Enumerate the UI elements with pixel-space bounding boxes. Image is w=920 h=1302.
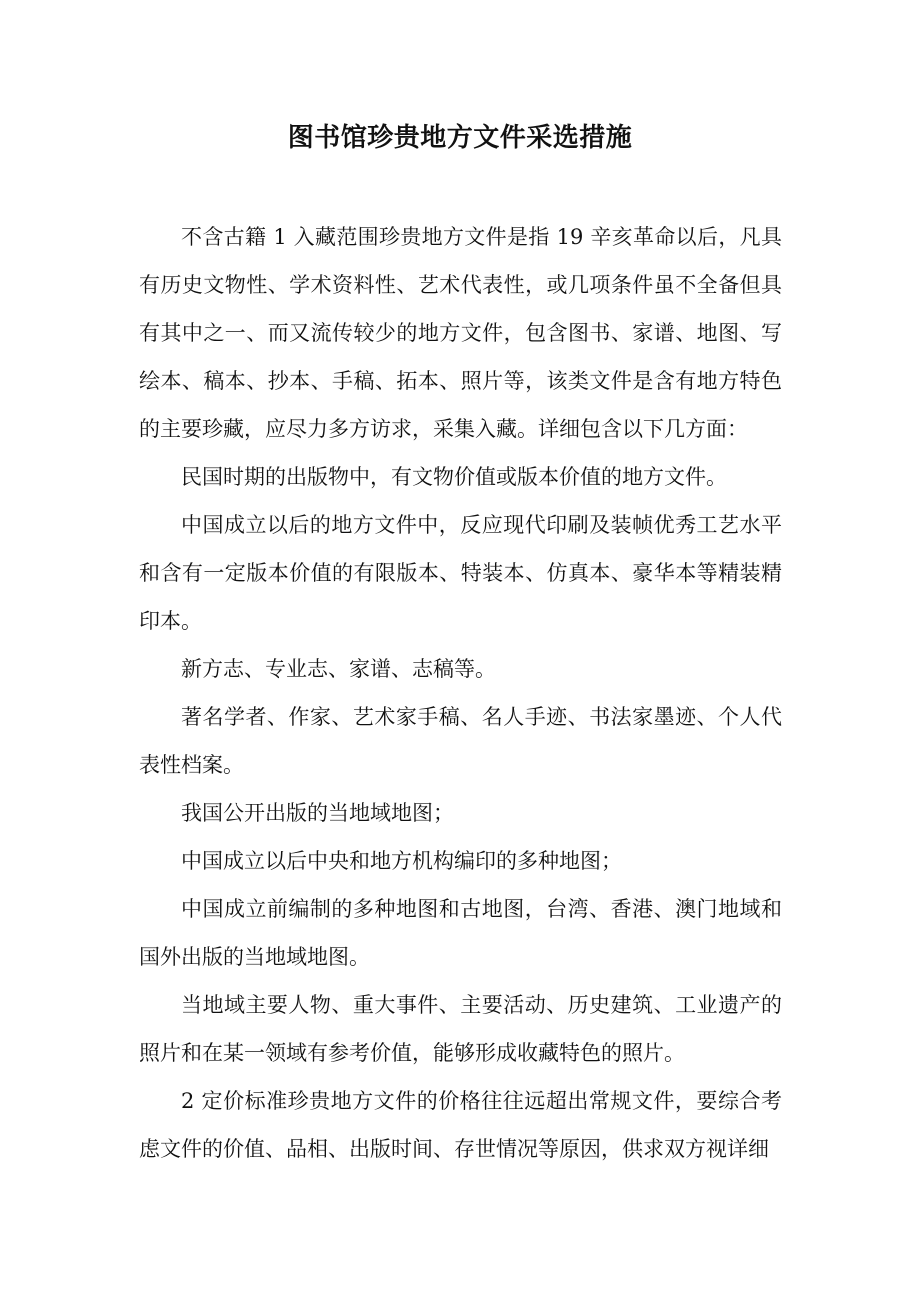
paragraph-intro: 不含古籍 1 入藏范围珍贵地方文件是指 19 辛亥革命以后，凡具有历史文物性、学术资料性、艺术代表性，或几项条件虽不全备但具有其中之一、而又流传较少的地方文件，包含图书、家谱、地图、写绘本、稿本、抄本、手稿、拓本、照片等，该类文件是含有地方特色的主要珍藏，应尽力多方访求，采集入藏。详细包含以下几方面： [139,225,782,441]
paragraph-republic-era: 民国时期的出版物中，有文物价值或版本价值的地方文件。 [181,465,727,489]
paragraph-modern-editions: 中国成立以后的地方文件中，反应现代印刷及装帧优秀工艺水平和含有一定版本价值的有限版本、特装本、仿真本、豪华本等精装精印本。 [139,513,782,633]
paragraph-local-maps: 我国公开出版的当地域地图； [181,801,454,825]
document-body [139,213,782,1173]
paragraph-pricing: 2 定价标准珍贵地方文件的价格往往远超出常规文件，要综合考虑文件的价值、品相、出版时间、存世情况等原因，供求双方视详细 [139,1089,782,1161]
paragraph-photos: 当地域主要人物、重大事件、主要活动、历史建筑、工业遗产的照片和在某一领域有参考价值，能够形成收藏特色的照片。 [139,993,782,1065]
paragraph-official-maps: 中国成立以后中央和地方机构编印的多种地图； [181,849,622,873]
page-title: 图书馆珍贵地方文件采选措施 [287,123,633,153]
paragraph-manuscripts: 著名学者、作家、艺术家手稿、名人手迹、书法家墨迹、个人代表性档案。 [139,705,782,777]
paragraph-gazetteers: 新方志、专业志、家谱、志稿等。 [181,657,496,681]
paragraph-historic-maps: 中国成立前编制的多种地图和古地图，台湾、香港、澳门地域和国外出版的当地域地图。 [139,897,782,969]
